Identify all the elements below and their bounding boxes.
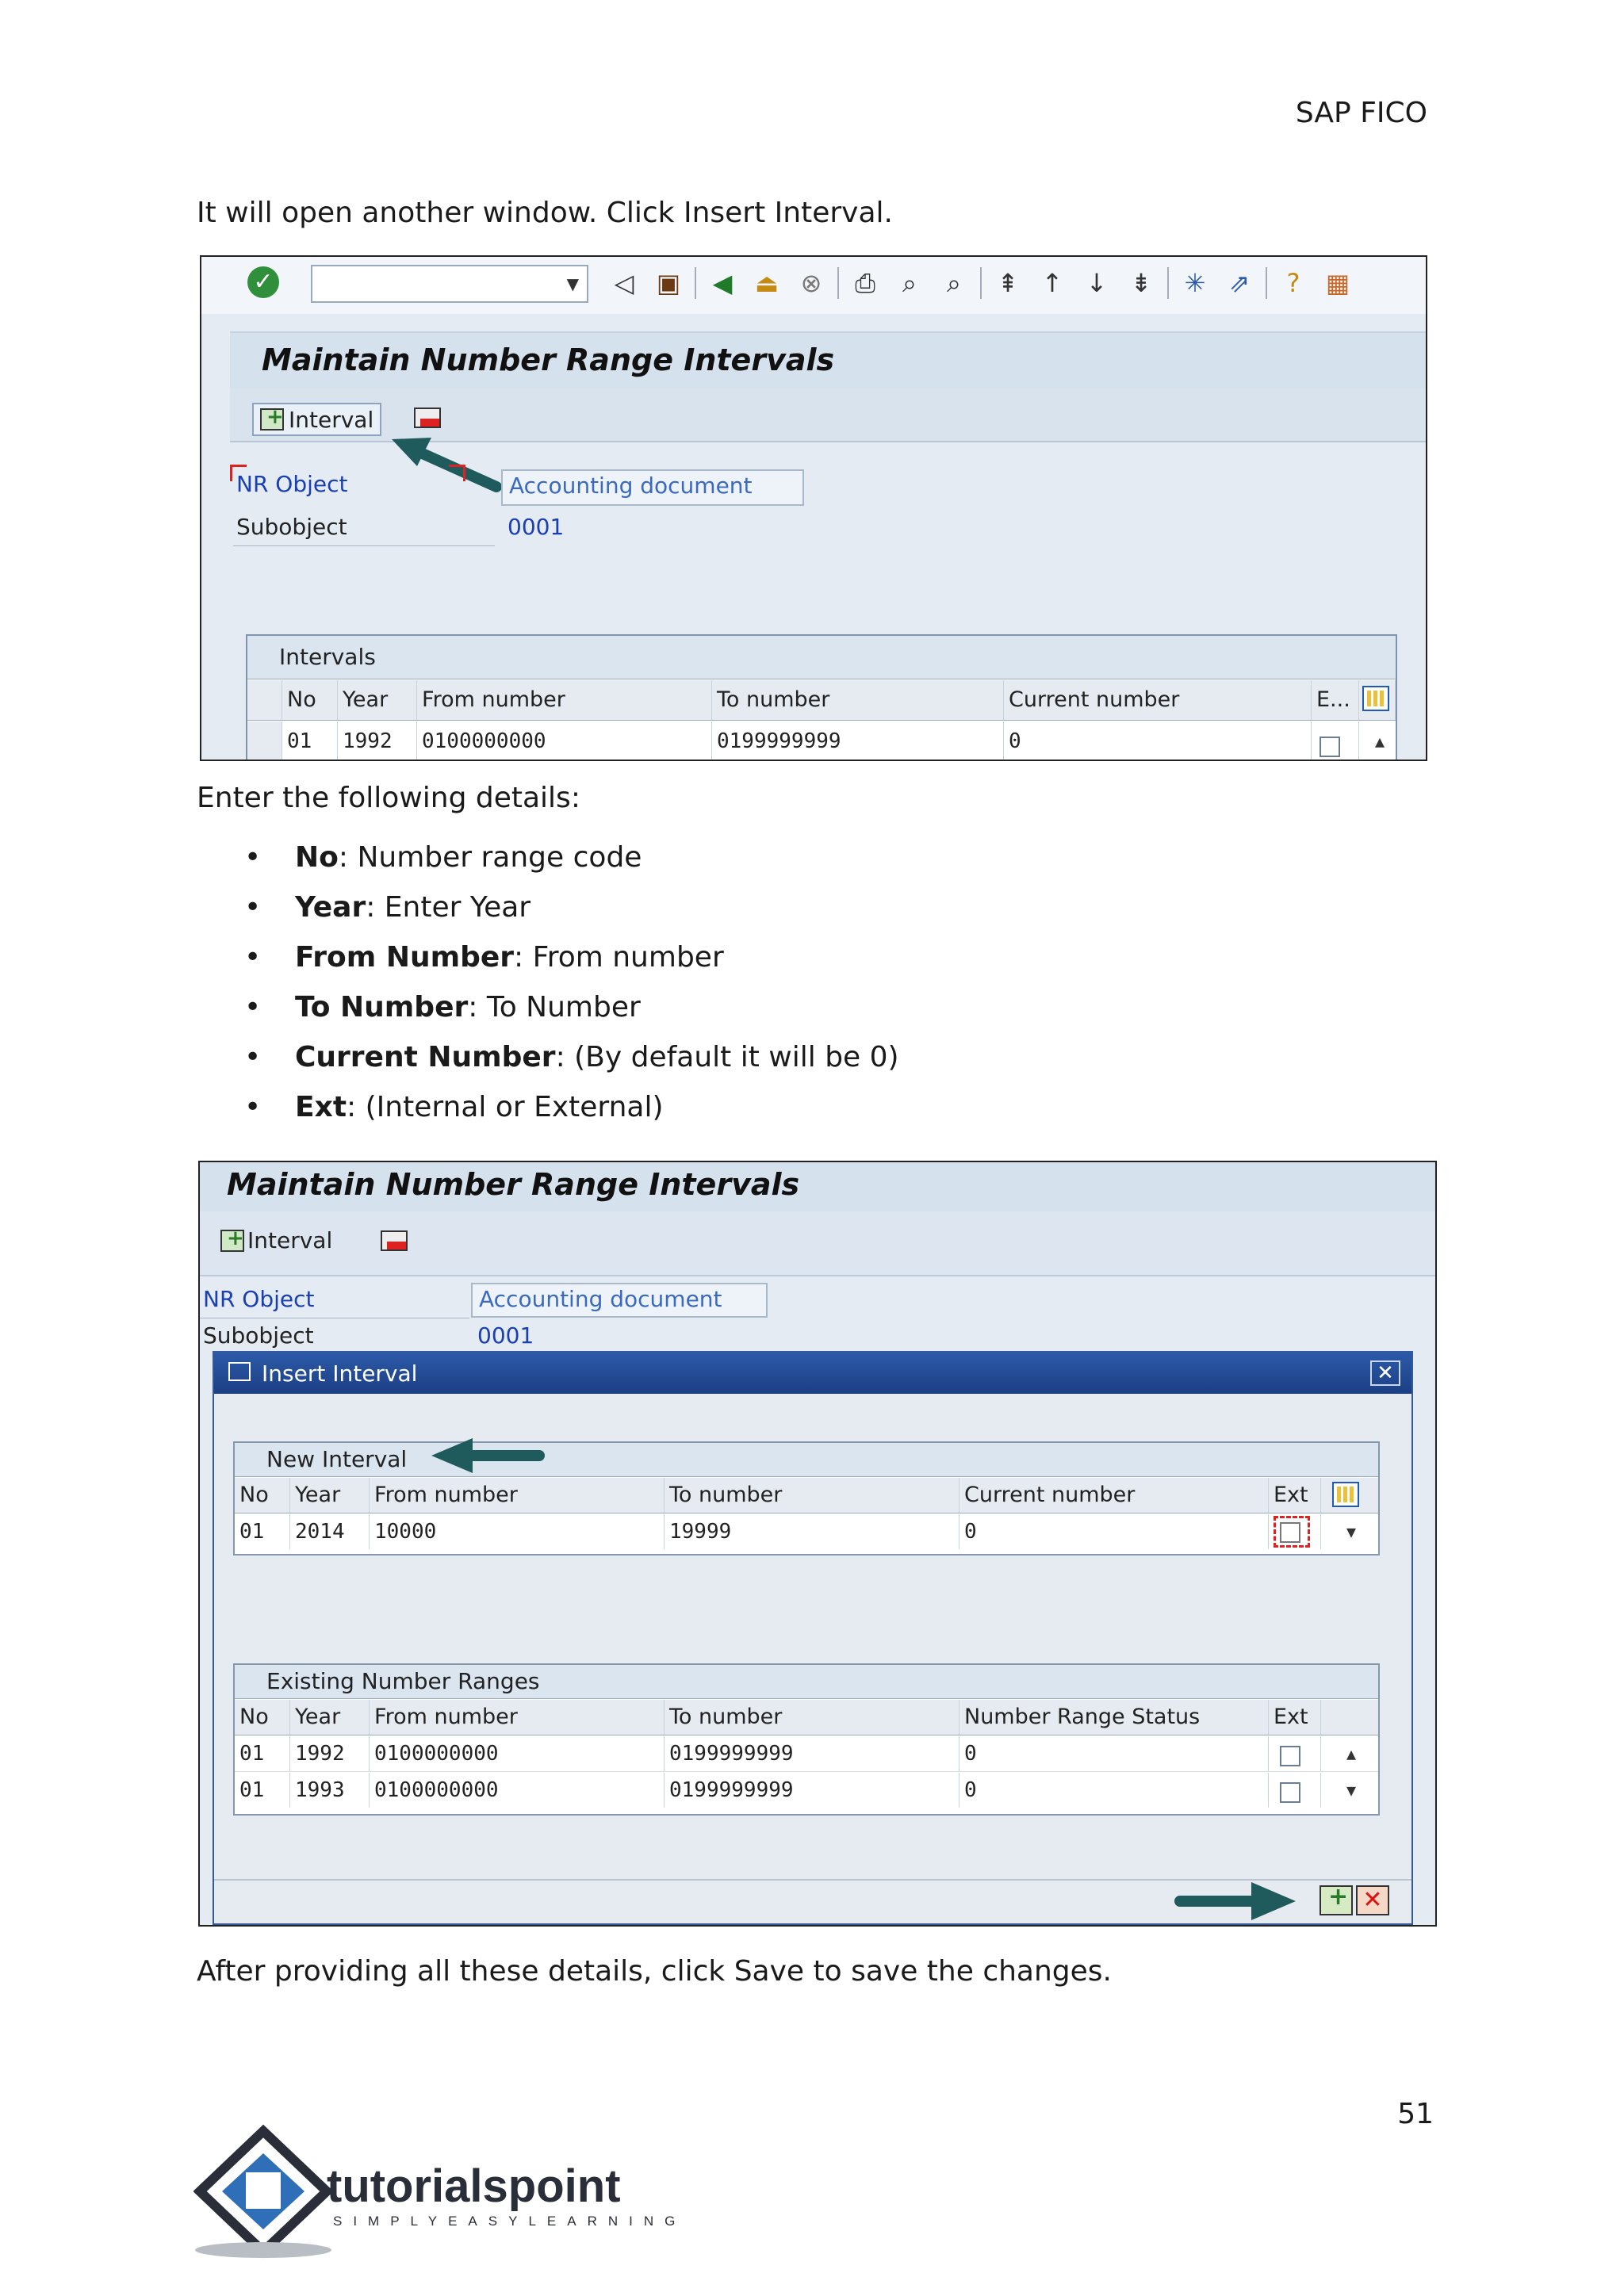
cancel-icon[interactable]: ⊗ <box>800 268 822 298</box>
col-year[interactable]: Year <box>290 1478 370 1513</box>
term: No <box>295 841 339 874</box>
col-to[interactable]: To number <box>665 1478 959 1513</box>
grid-title <box>235 1665 1378 1699</box>
nr-object-label: NR Object <box>203 1286 315 1312</box>
previous-page-icon[interactable]: ↑ <box>1041 268 1063 298</box>
new-interval-title: New Interval <box>266 1446 408 1472</box>
cell-to[interactable]: 19999 <box>665 1514 959 1549</box>
grid-title <box>235 1443 1378 1477</box>
col-ext[interactable]: E... <box>1312 680 1359 720</box>
cell-status[interactable]: 0 <box>959 1736 1269 1771</box>
delete-interval-icon[interactable] <box>414 408 441 433</box>
term: To Number <box>295 991 469 1024</box>
subobject-value: 0001 <box>477 1322 534 1349</box>
col-to[interactable]: To number <box>712 680 1004 720</box>
list-item <box>197 1082 899 1132</box>
col-from[interactable]: From number <box>370 1478 665 1513</box>
dropdown-arrow-icon[interactable]: ▼ <box>566 274 579 293</box>
insert-interval-icon <box>260 408 284 430</box>
desc: : (By default it will be 0) <box>555 1041 899 1073</box>
find-icon[interactable]: ⌕ <box>902 267 917 298</box>
ext-checkbox[interactable] <box>1280 1746 1300 1766</box>
toolbar-separator <box>1266 267 1267 299</box>
toolbar-separator <box>695 267 696 299</box>
row-selector[interactable] <box>247 721 282 761</box>
grid-header <box>247 680 1396 721</box>
existing-ranges-grid <box>233 1663 1380 1816</box>
table-row[interactable] <box>235 1773 1378 1808</box>
table-row[interactable] <box>235 1736 1378 1772</box>
back-icon[interactable]: ◀ <box>712 268 733 298</box>
screenshot-maintain-intervals <box>200 255 1427 761</box>
grid-title <box>247 636 1396 679</box>
shortcut-icon[interactable]: ⇗ <box>1228 268 1251 298</box>
dialog-title-bar <box>214 1353 1411 1394</box>
insert-confirm-button[interactable] <box>1320 1885 1353 1915</box>
col-no[interactable]: No <box>235 1478 290 1513</box>
dialog-window-icon <box>228 1362 251 1381</box>
col-year[interactable]: Year <box>338 680 417 720</box>
desc: : Number range code <box>338 841 642 874</box>
cell-ext <box>1269 1773 1321 1808</box>
cell-to[interactable]: 0199999999 <box>665 1736 959 1771</box>
first-page-icon[interactable]: ⇞ <box>997 268 1019 298</box>
help-icon[interactable]: ? <box>1286 268 1300 298</box>
subobject-value: 0001 <box>508 514 565 540</box>
col-ext[interactable]: Ext <box>1269 1700 1321 1735</box>
tutorialspoint-logo <box>193 2125 687 2260</box>
details-intro: Enter the following details: <box>197 782 580 814</box>
field-underline <box>233 545 495 546</box>
toolbar-icons <box>606 265 1356 301</box>
cell-from[interactable]: 0100000000 <box>370 1736 665 1771</box>
new-session-icon[interactable]: ✳ <box>1184 268 1206 298</box>
table-row[interactable] <box>235 1514 1378 1549</box>
scroll-up[interactable]: ▲ <box>1346 1744 1357 1763</box>
interval-button[interactable] <box>220 1227 332 1253</box>
screen-title: Maintain Number Range Intervals <box>262 342 835 377</box>
last-page-icon[interactable]: ⇟ <box>1130 268 1152 298</box>
interval-button-label: Interval <box>289 406 374 433</box>
find-next-icon[interactable]: ⌕ <box>947 267 961 298</box>
pointer-arrow <box>428 1433 547 1478</box>
screen-title: Maintain Number Range Intervals <box>227 1167 800 1202</box>
cell-ext <box>1269 1514 1321 1549</box>
subobject-label: Subobject <box>203 1322 314 1349</box>
cancel-button[interactable]: ✕ <box>1356 1885 1389 1915</box>
back-arrow-icon[interactable]: ◁ <box>614 268 634 298</box>
close-icon[interactable]: ✕ <box>1370 1360 1400 1386</box>
cell-current[interactable]: 0 <box>1004 721 1312 761</box>
grid-settings[interactable] <box>1321 1700 1377 1735</box>
desc: : From number <box>514 941 724 974</box>
layout-menu-icon[interactable]: ▦ <box>1325 268 1350 298</box>
dialog-title: Insert Interval <box>262 1360 418 1387</box>
term: Year <box>295 891 366 924</box>
list-item <box>197 882 899 932</box>
col-to[interactable]: To number <box>665 1700 959 1735</box>
page-header: SAP FICO <box>1295 97 1427 129</box>
cell-status[interactable]: 0 <box>959 1773 1269 1808</box>
scroll-down[interactable]: ▼ <box>1346 1522 1357 1541</box>
col-current[interactable]: Current number <box>959 1478 1269 1513</box>
col-from[interactable]: From number <box>417 680 712 720</box>
cell-current[interactable]: 0 <box>959 1514 1269 1549</box>
column-settings-icon[interactable] <box>1332 1482 1359 1507</box>
cell-from[interactable]: 0100000000 <box>370 1773 665 1808</box>
print-icon[interactable]: ⎙ <box>855 267 875 298</box>
next-page-icon[interactable]: ↓ <box>1086 268 1108 298</box>
insert-interval-dialog <box>213 1351 1413 1925</box>
cell-from[interactable]: 10000 <box>370 1514 665 1549</box>
required-marker <box>1274 1516 1310 1548</box>
details-list <box>197 832 899 1132</box>
logo-tagline: SIMPLYEASYLEARNING <box>333 2214 687 2229</box>
command-field[interactable] <box>311 265 588 303</box>
title-bar <box>230 331 1427 390</box>
delete-interval-icon[interactable] <box>381 1230 408 1256</box>
col-year[interactable]: Year <box>290 1700 370 1735</box>
interval-button-label: Interval <box>247 1227 333 1253</box>
cell-year[interactable]: 2014 <box>290 1514 370 1549</box>
toolbar-separator <box>1167 267 1169 299</box>
cell-no[interactable]: 01 <box>235 1736 290 1771</box>
save-icon[interactable]: ▣ <box>656 268 681 298</box>
required-marker <box>230 465 247 481</box>
nr-object-value: Accounting document <box>471 1283 768 1318</box>
cell-ext <box>1269 1736 1321 1771</box>
cell-from[interactable]: 0100000000 <box>417 721 712 761</box>
grid-header <box>235 1478 1378 1513</box>
exit-icon[interactable]: ⏏ <box>754 268 779 298</box>
check-icon[interactable]: ✓ <box>247 266 279 298</box>
col-no[interactable]: No <box>235 1700 290 1735</box>
cell-year[interactable]: 1993 <box>290 1773 370 1808</box>
col-from[interactable]: From number <box>370 1700 665 1735</box>
interval-button[interactable] <box>252 403 381 436</box>
col-current[interactable]: Current number <box>1004 680 1312 720</box>
desc: : Enter Year <box>366 891 531 924</box>
col-ext[interactable]: Ext <box>1269 1478 1321 1513</box>
title-bar <box>200 1162 1435 1211</box>
cell-year[interactable]: 1992 <box>290 1736 370 1771</box>
required-marker <box>449 465 465 481</box>
toolbar-separator <box>837 267 839 299</box>
existing-ranges-title: Existing Number Ranges <box>266 1668 540 1694</box>
subobject-label: Subobject <box>236 514 347 540</box>
pointer-arrow <box>1172 1877 1299 1925</box>
cell-no[interactable]: 01 <box>235 1514 290 1549</box>
nr-object-label: NR Object <box>236 471 348 497</box>
list-item <box>197 832 899 882</box>
cell-no[interactable]: 01 <box>235 1773 290 1808</box>
cell-year[interactable]: 1992 <box>338 721 417 761</box>
grid-header <box>235 1700 1378 1735</box>
screenshot-insert-interval <box>198 1161 1437 1927</box>
cell-to[interactable]: 0199999999 <box>712 721 1004 761</box>
pointer-arrow <box>385 431 504 495</box>
logo-wordmark: tutorialspoint <box>327 2160 621 2212</box>
row-selector-header <box>247 680 282 720</box>
insert-interval-icon <box>220 1230 244 1252</box>
cell-ext <box>1312 721 1359 761</box>
term: Current Number <box>295 1041 556 1073</box>
ext-checkbox[interactable] <box>1320 737 1340 757</box>
intro-text: It will open another window. Click Insert Interval. <box>197 197 893 229</box>
desc: : (Internal or External) <box>347 1091 664 1123</box>
table-row[interactable] <box>247 721 1396 761</box>
col-status[interactable]: Number Range Status <box>959 1700 1269 1735</box>
scroll-up[interactable]: ▲ <box>1374 732 1385 751</box>
new-interval-grid <box>233 1441 1380 1556</box>
cell-no[interactable]: 01 <box>282 721 338 761</box>
col-no[interactable]: No <box>282 680 338 720</box>
list-item <box>197 932 899 982</box>
outro-text: After providing all these details, click Save to save the changes. <box>197 1955 1113 1988</box>
desc: : To Number <box>468 991 641 1024</box>
nr-object-value: Accounting document <box>501 469 804 506</box>
scroll-down[interactable]: ▼ <box>1346 1781 1357 1800</box>
grid-settings[interactable] <box>1359 680 1396 720</box>
ext-checkbox[interactable] <box>1280 1782 1300 1803</box>
intervals-title: Intervals <box>279 644 376 670</box>
sap-toolbar <box>201 257 1426 314</box>
intervals-grid <box>246 634 1397 761</box>
list-item <box>197 1032 899 1082</box>
cell-to[interactable]: 0199999999 <box>665 1773 959 1808</box>
list-item <box>197 982 899 1032</box>
toolbar-separator <box>980 267 982 299</box>
grid-settings[interactable] <box>1321 1478 1377 1513</box>
term: From Number <box>295 941 515 974</box>
term: Ext <box>295 1091 347 1123</box>
logo-diamond-icon <box>193 2125 336 2260</box>
page-number: 51 <box>1397 2098 1434 2130</box>
column-settings-icon[interactable] <box>1362 686 1389 711</box>
